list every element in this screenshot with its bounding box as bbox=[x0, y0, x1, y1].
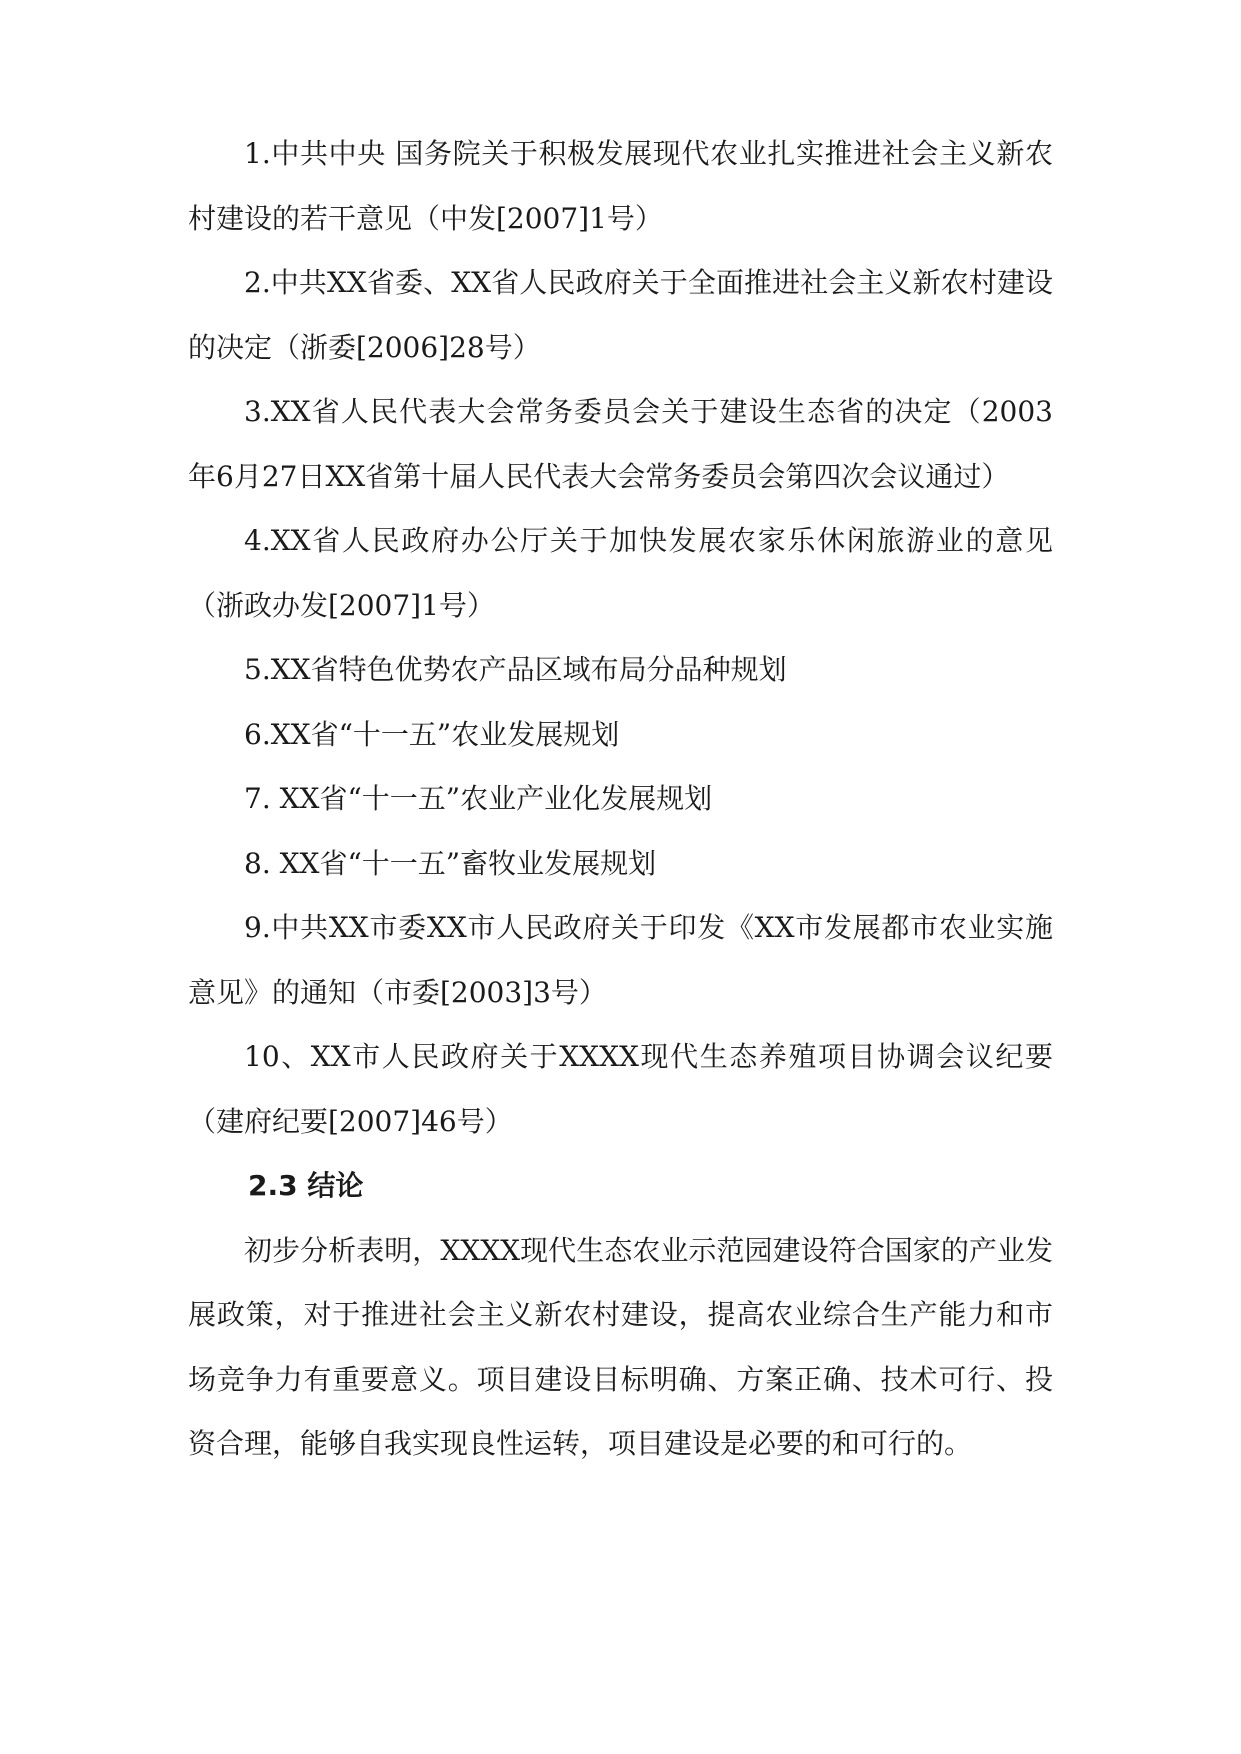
reference-item-6: 6.XX省“十一五”农业发展规划 bbox=[244, 717, 620, 751]
conclusion-paragraph: 初步分析表明，XXXX现代生态农业示范园建设符合国家的产业发展政策，对于推进社会主义新农村建设，提高农业综合生产能力和市场竞争力有重要意义。项目建设目标明确、方案正确、技术可行、投资合理，能够自我实现良性运转，项目建设是必要的和可行的。 bbox=[188, 1233, 1053, 1460]
reference-item-9: 9.中共XX市委XX市人民政府关于印发《XX市发展都市农业实施意见》的通知（市委[2003]3号） bbox=[188, 911, 1053, 1009]
reference-item-10: 10、XX市人民政府关于XXXX现代生态养殖项目协调会议纪要（建府纪要[2007]46号） bbox=[188, 1040, 1053, 1138]
reference-item-5: 5.XX省特色优势农产品区域布局分品种规划 bbox=[244, 653, 787, 686]
reference-item-7: 7. XX省“十一五”农业产业化发展规划 bbox=[244, 782, 713, 815]
reference-item-8: 8. XX省“十一五”畜牧业发展规划 bbox=[244, 846, 657, 880]
section-heading: 2.3 结论 bbox=[248, 1169, 364, 1202]
document-page bbox=[188, 122, 1053, 1477]
reference-item-4: 4.XX省人民政府办公厅关于加快发展农家乐休闲旅游业的意见（浙政办发[2007]1号） bbox=[188, 524, 1053, 622]
reference-item-1: 1.中共中央 国务院关于积极发展现代农业扎实推进社会主义新农村建设的若干意见（中发[2007]1号） bbox=[188, 137, 1053, 235]
reference-item-2: 2.中共XX省委、XX省人民政府关于全面推进社会主义新农村建设的决定（浙委[2006]28号） bbox=[188, 266, 1053, 364]
reference-item-3: 3.XX省人民代表大会常务委员会关于建设生态省的决定（2003年6月27日XX省第十届人民代表大会常务委员会第四次会议通过） bbox=[188, 395, 1053, 493]
